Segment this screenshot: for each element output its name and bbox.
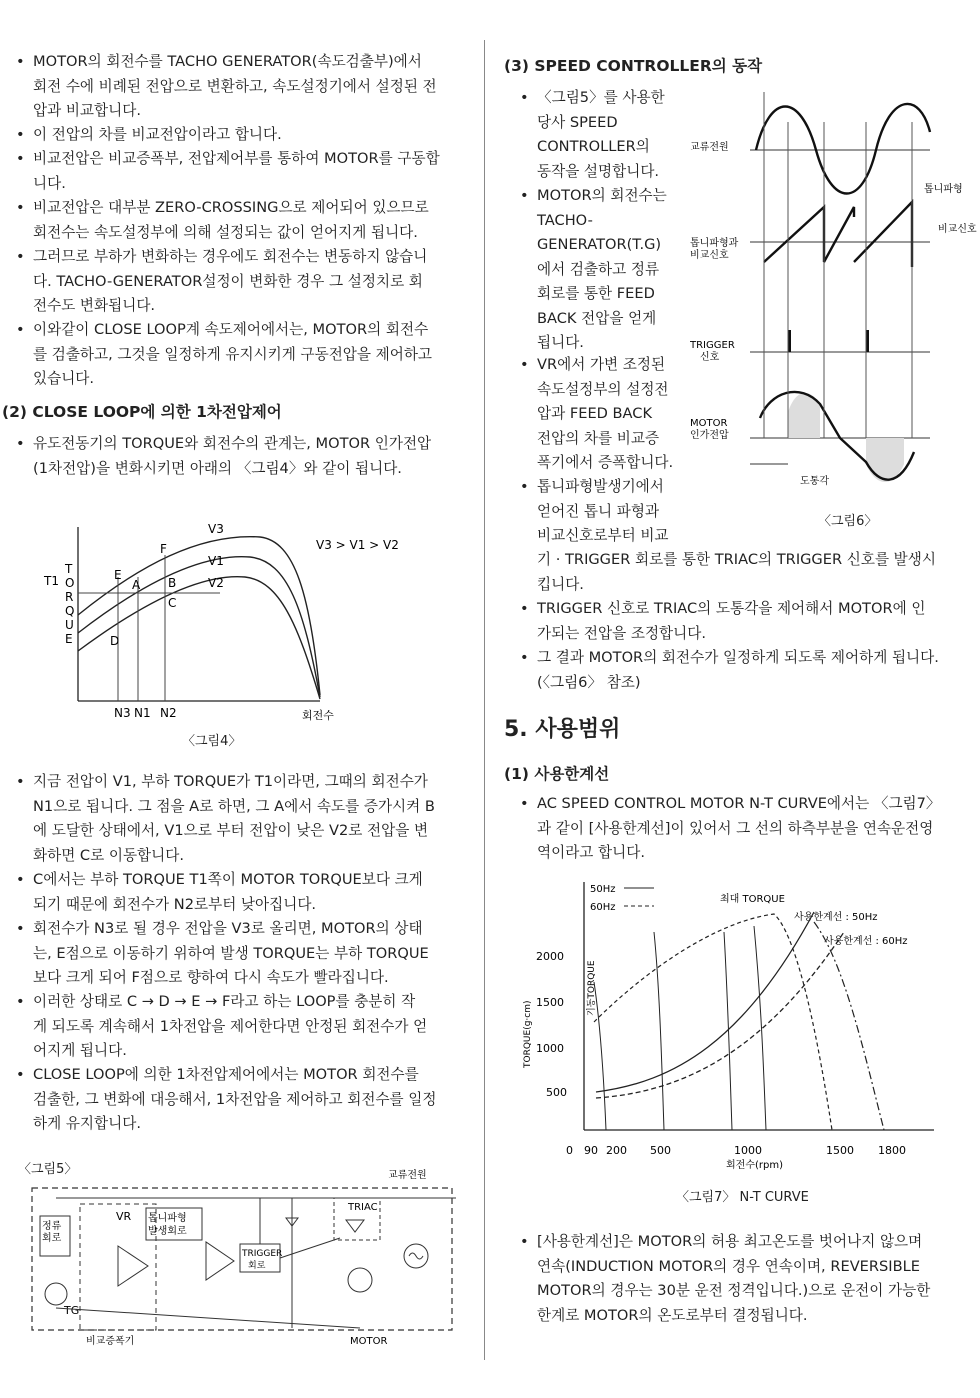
svg-text:비교신호: 비교신호 [690, 250, 729, 261]
svg-text:1000: 1000 [734, 1144, 762, 1157]
section-heading-close-loop: (2) CLOSE LOOP에 의한 1차전압제어 [2, 403, 282, 421]
svg-text:VR: VR [116, 1210, 132, 1223]
svg-text:교류전원: 교류전원 [690, 142, 729, 153]
label-T1: T1 [44, 574, 59, 588]
svg-text:신호: 신호 [700, 352, 720, 363]
svg-text:2000: 2000 [536, 950, 564, 963]
column-divider [484, 40, 485, 1360]
svg-text:0: 0 [566, 1144, 573, 1157]
bullet-item: • 비교전압은 대부분 ZERO-CROSSING으로 제어되어 있으므로 회전수는 속도설정부에 의해 설정되는 값이 얻어지게 됩니다. [16, 199, 429, 241]
svg-text:기동TORQUE: 기동TORQUE [587, 960, 597, 1016]
svg-text:발생회로: 발생회로 [148, 1226, 187, 1237]
svg-text:B: B [168, 576, 177, 590]
bullet-item: • AC SPEED CONTROL MOTOR N-T CURVE에서는 〈그림7〉 과 같이 [사용한계선]이 있어서 그 선의 하측부분을 연속운전영 역이라고 합니다. [520, 795, 941, 861]
svg-text:1500: 1500 [826, 1144, 854, 1157]
svg-text:C: C [168, 596, 177, 610]
bullet-item: • C에서는 부하 TORQUE T1쪽이 MOTOR TORQUE보다 크게 되기 때문에 회전수가 N2로부터 낮아집니다. [16, 871, 423, 913]
bullet-item: • MOTOR의 회전수는 TACHO- GENERATOR(T.G) 에서 검출하고 정류 회로를 통한 FEED BACK 전압을 얻게 됩니다. [520, 187, 667, 351]
label-T: T [65, 562, 73, 576]
svg-text:500: 500 [546, 1086, 567, 1099]
svg-text:비교신호: 비교신호 [938, 224, 977, 235]
bullet-item: • VR에서 가변 조정된 속도설정부의 설정전 압과 FEED BACK 전압의 차를 비교증 폭기에서 증폭합니다. [520, 356, 674, 471]
svg-text:O: O [65, 576, 75, 590]
svg-text:90: 90 [584, 1144, 598, 1157]
section-heading-speed-controller: (3) SPEED CONTROLLER의 동작 [504, 57, 763, 75]
svg-text:교류전원: 교류전원 [388, 1170, 427, 1181]
bullet-item: • 비교전압은 비교증폭부, 전압제어부를 통하여 MOTOR를 구동합 니다. [16, 150, 440, 192]
bullet-item: • 이러한 상태로 C → D → E → F라고 하는 LOOP를 충분히 작 게 되도록 계속해서 1차전압을 제어한다면 안정된 회전수가 얻 어지게 됩니다. [16, 993, 428, 1059]
svg-text:N1: N1 [134, 706, 151, 720]
svg-text:회전수(rpm): 회전수(rpm) [726, 1160, 783, 1171]
svg-text:톱니파형: 톱니파형 [924, 184, 963, 195]
bullet-item: • TRIGGER 신호로 TRIAC의 도통각을 제어해서 MOTOR에 인 가되는 전압을 조정합니다. [520, 600, 926, 642]
svg-text:E: E [65, 632, 73, 646]
svg-text:최대 TORQUE: 최대 TORQUE [720, 894, 785, 905]
svg-text:1500: 1500 [536, 996, 564, 1009]
figure-7-nt-curve [514, 872, 964, 1172]
svg-text:60Hz: 60Hz [590, 902, 616, 913]
svg-text:MOTOR: MOTOR [350, 1336, 388, 1346]
svg-text:인가전압: 인가전압 [690, 430, 729, 441]
svg-text:E: E [114, 568, 122, 582]
figure-4-caption: 〈그림4〉 [182, 734, 242, 749]
svg-text:1800: 1800 [878, 1144, 906, 1157]
bullet-item: • 이와같이 CLOSE LOOP계 속도제어에서는, MOTOR의 회전수 를 검출하고, 그것을 일정하게 유지시키게 구동전압을 제어하고 있습니다. [16, 321, 433, 387]
svg-text:톱니파형: 톱니파형 [148, 1213, 187, 1224]
figure-6-waveforms [690, 92, 980, 512]
bullet-item: • 〈그림5〉를 사용한 당사 SPEED CONTROLLER의 동작을 설명합니다. [520, 89, 665, 180]
figure-6-caption: 〈그림6〉 [818, 514, 878, 529]
bullet-item: • MOTOR의 회전수를 TACHO GENERATOR(속도검출부)에서 회전 수에 비례된 전압으로 변환하고, 속도설정기에서 설정된 전 압과 비교합니다. [16, 53, 437, 119]
svg-text:비교증폭기: 비교증폭기 [86, 1336, 135, 1346]
subsection-usage-limit: (1) 사용한계선 [504, 765, 610, 783]
svg-text:회로: 회로 [248, 1261, 266, 1271]
svg-text:정류: 정류 [42, 1221, 62, 1232]
svg-text:200: 200 [606, 1144, 627, 1157]
svg-text:Q: Q [65, 604, 75, 618]
svg-text:톱니파형과: 톱니파형과 [690, 238, 739, 249]
svg-text:V1: V1 [208, 554, 224, 568]
figure-7-caption: 〈그림7〉 N-T CURVE [676, 1190, 809, 1205]
svg-text:TORQUE(g·cm): TORQUE(g·cm) [523, 1000, 533, 1068]
svg-text:1000: 1000 [536, 1042, 564, 1055]
svg-text:R: R [65, 590, 74, 604]
label-V3: V3 [208, 522, 224, 536]
bullet-item: • 지금 전압이 V1, 부하 TORQUE가 T1이라면, 그때의 회전수가 N1으로 됩니다. 그 점을 A로 하면, 그 A에서 속도를 증가시켜 B 에 도달한 상태에서, V1으로 부터 전압이 낮은 V2로 전압을 변 화하면 C로 이동합니다. [16, 773, 435, 864]
svg-text:TRIAC: TRIAC [348, 1202, 378, 1213]
svg-text:TRIGGER: TRIGGER [690, 340, 735, 351]
figure-5-circuit [20, 1168, 460, 1346]
bullet-item: • 그러므로 부하가 변화하는 경우에도 회전수는 변동하지 않습니 다. TACHO-GENERATOR설정이 변화한 경우 그 설정치로 회 전수도 변화됩니다. [16, 248, 428, 314]
svg-text:MOTOR: MOTOR [690, 418, 728, 429]
svg-text:50Hz: 50Hz [590, 884, 616, 895]
bullet-item: • 회전수가 N3로 될 경우 전압을 V3로 올리면, MOTOR의 상태 는, E점으로 이동하기 위하여 발생 TORQUE는 부하 TORQUE 보다 크게 되어 F점으로 향하여 다시 속도가 빨라집니다. [16, 920, 429, 986]
svg-text:N3: N3 [114, 706, 131, 720]
svg-text:U: U [65, 618, 74, 632]
figure-4-torque-curve [40, 515, 440, 745]
bullet-item: • CLOSE LOOP에 의한 1차전압제어에서는 MOTOR 회전수를 검출한, 그 변화에 대응해서, 1차전압을 제어하고 회전수를 일정 하게 유지합니다. [16, 1066, 437, 1132]
svg-text:사용한계선 : 50Hz: 사용한계선 : 50Hz [794, 912, 878, 923]
svg-text:회로: 회로 [42, 1233, 62, 1244]
svg-text:500: 500 [650, 1144, 671, 1157]
svg-text:사용한계선 : 60Hz: 사용한계선 : 60Hz [824, 936, 908, 947]
bullet-item: • 이 전압의 차를 비교전압이라고 합니다. [16, 126, 282, 143]
xlabel: 회전수 [302, 709, 334, 722]
svg-text:V2: V2 [208, 576, 224, 590]
bullet-item: • 그 결과 MOTOR의 회전수가 일정하게 되도록 제어하게 됩니다. (〈그림6〉 참조) [520, 649, 939, 691]
bullet-continuation: 기 · TRIGGER 회로를 통한 TRIAC의 TRIGGER 신호를 발생시 킵니다. [537, 551, 936, 593]
svg-text:F: F [160, 542, 167, 556]
svg-text:A: A [132, 578, 141, 592]
bullet-item: • 톱니파형발생기에서 얻어진 톱니 파형과 비교신호로부터 비교 [520, 478, 669, 544]
svg-text:도통각: 도통각 [800, 476, 829, 487]
svg-text:TRIGGER: TRIGGER [242, 1249, 283, 1259]
figure-5-caption: 〈그림5〉 [18, 1162, 78, 1177]
svg-text:TG: TG [64, 1304, 80, 1317]
svg-text:N2: N2 [160, 706, 177, 720]
legend: V3 > V1 > V2 [316, 538, 399, 552]
svg-text:D: D [110, 634, 120, 648]
section-title-usage-range: 5. 사용범위 [504, 717, 621, 742]
bullet-item: • 유도전동기의 TORQUE와 회전수의 관계는, MOTOR 인가전압 (1차전압)을 변화시키면 아래의 〈그림4〉와 같이 됩니다. [16, 435, 432, 477]
bullet-item: • [사용한계선]은 MOTOR의 허용 최고온도를 벗어나지 않으며 연속(INDUCTION MOTOR의 경우 연속이며, REVERSIBLE MOTOR의 경우는 30분 운전 정격입니다.)으로 운전이 가능한 한계로 MOTOR의 온도로부터 결정됩니다. [520, 1233, 931, 1324]
